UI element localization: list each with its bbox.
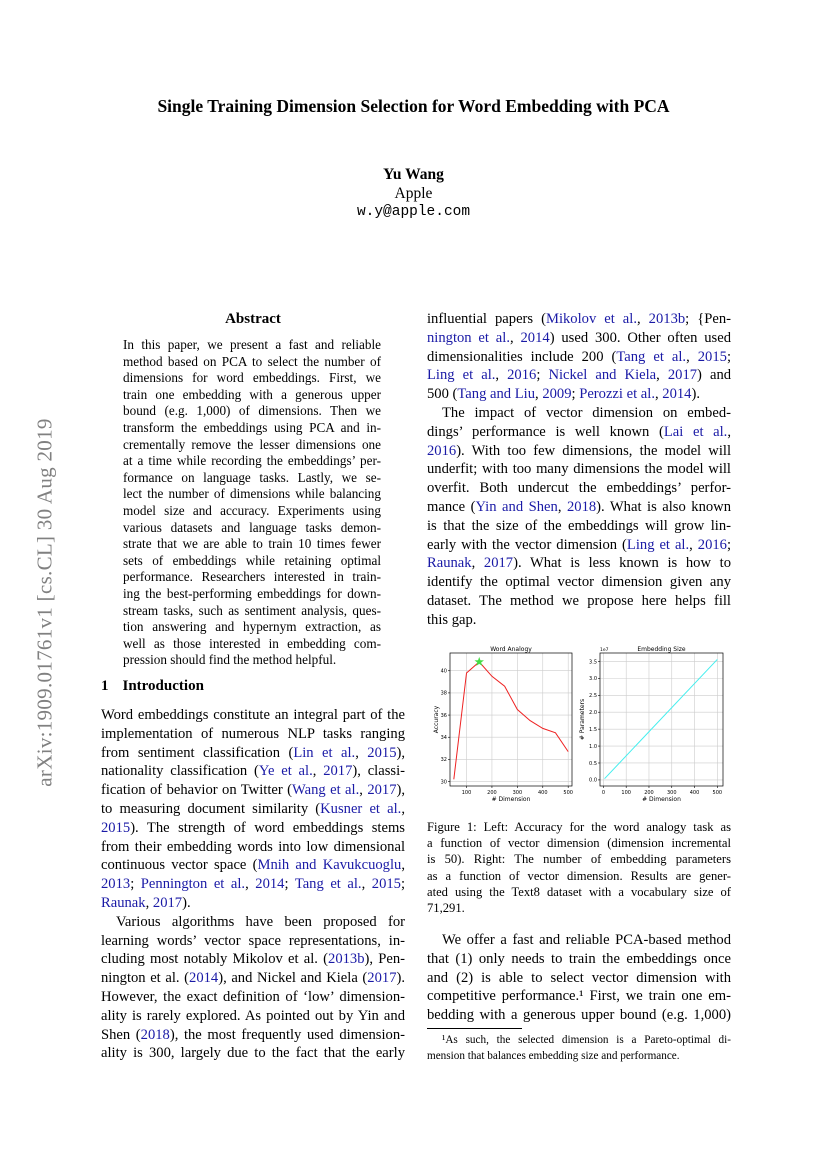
text-line: learning words’ vector space representations, in- [101,932,405,949]
text-line: transform the embeddings using PCA and in- [123,420,381,435]
tick-label-x: 300 [512,790,523,796]
citation-link[interactable]: 2018 [140,1026,170,1043]
author-name: Yu Wang [383,166,444,183]
text-line: is 50). Right: The number of embedding parameters [427,852,731,867]
author-email[interactable]: w.y@apple.com [356,204,471,220]
citation-link[interactable]: 2013b [648,311,686,327]
citation-link[interactable]: 2015 [697,348,727,365]
text-line: lect the number of dimensions while balancing [123,486,381,502]
text-line: from sentiment classification (Lin et al., 2015), [101,744,405,761]
section-number: 1 [101,678,109,694]
text-line: 71,291. [427,901,465,915]
citation-link[interactable]: 2017 [483,555,514,572]
text-line: crementally remove the lesser dimensions one [123,436,381,452]
citation-link[interactable]: 2014 [520,329,550,346]
tick-label-y: 1.0 [589,743,597,750]
x-axis-label: # Dimension [491,796,531,803]
tick-label-y: 30 [440,779,447,786]
text-line: 2016). With too few dimensions, the model will [427,442,731,459]
citation-link[interactable]: 2017 [667,367,698,384]
tick-label-y: 0.0 [589,777,597,784]
tick-label-y: 38 [440,690,447,697]
text-line: 2015). The strength of word embeddings stems [101,819,405,836]
chart-title: Word Analogy [490,646,532,653]
tick-label-x: 500 [563,790,573,796]
abstract-heading: Abstract [225,311,281,327]
citation-link[interactable]: Tang and Liu [457,386,536,403]
text-line: Word embeddings constitute an integral part of the [101,707,405,723]
text-line: various datasets and language tasks demon- [123,519,381,535]
tick-label-y: 2.0 [589,710,597,717]
tick-label-x: 400 [689,790,700,796]
text-line: at a time while recording the embeddings’ per- [123,453,381,469]
citation-link[interactable]: 2009 [542,386,572,403]
text-line: 500 (Tang and Liu, 2009; Perozzi et al., 2014). [427,386,700,403]
text-line: tion answering and hypernym extraction, as [123,619,381,635]
citation-link[interactable]: 2016 [697,536,727,553]
tick-label-y: 2.5 [589,693,597,700]
text-line: a function of vector dimension (dimension incremental [427,836,731,851]
series-line-parameters [605,659,718,778]
citation-link[interactable]: 2016 [427,442,457,459]
text-line: is that the size of the embeddings will grow lin- [427,517,731,534]
citation-link[interactable]: Yin and Shen [475,499,558,515]
tick-label-y: 3.0 [589,676,597,683]
text-line: method based on PCA to select the number of [123,353,381,369]
citation-link[interactable]: Perozzi et al. [579,386,655,403]
text-line: from their embedding words into low dimensional [101,838,405,855]
tick-label-y: 34 [440,735,447,742]
text-line: ing the best-performing embeddings for down- [123,586,381,601]
text-line: The impact of vector dimension on embed- [442,405,731,421]
citation-link[interactable]: 2018 [566,499,597,515]
text-line: mance (Yin and Shen, 2018). What is also known [427,499,731,515]
tick-label-x: 200 [644,790,654,796]
arxiv-identifier: arXiv:1909.01761v1 [cs.CL] 30 Aug 2019 [32,418,57,787]
axes-frame [450,653,572,786]
text-line: bound (e.g. 1,000) of dimensions. Then we [123,403,381,419]
text-line: ality is rarely explored. As pointed out by Yin and [101,1007,405,1024]
text-line: bedding with a generous upper bound (e.g. 1,000) [427,1007,731,1024]
citation-link[interactable]: 2015 [101,819,131,836]
tick-label-x: 500 [712,790,723,796]
citation-link[interactable]: 2016 [507,367,537,384]
citation-link[interactable]: 2015 [371,876,401,893]
footnote-rule [427,1028,522,1029]
text-line: Figure 1: Left: Accuracy for the word analogy task as [427,820,731,834]
tick-label-y: 3.5 [589,659,597,666]
citation-link[interactable]: Nickel and Kiela [548,367,657,384]
text-line: implementation of numerous NLP tasks ranging [101,725,405,742]
tick-label-x: 400 [537,790,548,796]
citation-link[interactable]: Lai et al. [663,423,728,440]
text-line: dataset. The method we propose here helps fill [427,593,731,609]
text-line: formance on language tasks. Lastly, we se- [123,469,381,485]
text-line: strate that we are able to train 10 times fewer [123,536,381,552]
series-line-accuracy [454,662,568,779]
citation-link[interactable]: 2017 [152,895,183,911]
text-line: dimensionalities include 200 (Tang et al., 2015; [427,348,731,365]
text-line: identify the optimal vector dimension given any [427,574,731,591]
citation-link[interactable]: Ling et al. [427,367,496,384]
text-line: Raunak, 2017). What is less known is how to [427,555,731,572]
tick-label-y: 0.5 [589,760,597,767]
chart-title: Embedding Size [637,646,686,653]
text-line: well as those interested in embedding com- [123,635,381,651]
text-line: fication of behavior on Twitter (Wang et al., 2017), [101,782,406,799]
text-line: We offer a fast and reliable PCA-based method [442,932,731,948]
citation-link[interactable]: 2013 [101,876,131,893]
citation-link[interactable]: Mnih and Kavukcuoglu [257,857,402,874]
citation-link[interactable]: Wang et al. [292,782,360,799]
text-line: Raunak, 2017). [101,895,191,911]
y-axis-label: # Parameters [579,698,586,741]
text-line: dings’ performance is well known (Lai et al., [427,423,731,440]
text-line: model size and accuracy. Experiments using [123,503,381,518]
tick-label-x: 0 [601,790,606,796]
citation-link[interactable]: Raunak [427,555,472,572]
text-line: continuous vector space (Mnih and Kavukcuoglu, [101,857,405,874]
citation-link[interactable]: Raunak [101,895,146,911]
citation-link[interactable]: Pennington et al. [140,876,246,893]
text-line: cluding most notably Mikolov et al. (2013b), Pen- [101,951,405,968]
citation-link[interactable]: Lin et al. [293,744,356,761]
y-axis-label: Accuracy [433,705,440,734]
text-line: as a function of vector dimension. Results are gener- [427,868,731,883]
citation-link[interactable]: Kusner et al. [320,801,402,817]
tick-label-y: 40 [440,668,447,675]
author-affiliation: Apple [394,185,433,202]
citation-link[interactable]: 2014 [255,876,285,893]
tick-label-x: 100 [461,790,472,796]
text-line: mension that balances embedding size and performance. [427,1049,680,1062]
tick-label-y: 1.5 [589,726,597,733]
text-line: ¹As such, the selected dimension is a Pareto-optimal di- [442,1034,731,1046]
tick-label-x: 200 [487,790,497,796]
citation-link[interactable]: Mikolov et al. [545,311,637,327]
text-line: competitive performance.¹ First, we train one em- [427,988,731,1005]
tick-label-y: 32 [440,757,447,764]
citation-link[interactable]: 2014 [189,970,219,987]
text-line: early with the vector dimension (Ling et al., 2016; [427,536,732,553]
text-line: dimensions for word embeddings. First, we [123,370,381,386]
text-line: In this paper, we present a fast and reliable [123,337,381,352]
citation-link[interactable]: 2013b [328,951,365,968]
text-line: to measuring document similarity (Kusner et al., [101,801,405,817]
text-line: stream tasks, such as sentiment analysis, ques- [123,602,381,618]
text-line: underfit; with too many dimensions the model will [427,461,731,478]
text-line: sets of embeddings while retaining optimal [123,552,381,568]
paper-title: Single Training Dimension Selection for Word Embedding with PCA [157,96,670,116]
text-line: ality is 300, largely due to the fact that the early [101,1045,405,1062]
citation-link[interactable]: 2015 [367,744,397,761]
text-line: Various algorithms have been proposed for [116,913,405,930]
text-line: and (2) is able to select vector dimension with [427,969,731,986]
tick-label-x: 100 [621,790,631,796]
tick-label-y: 36 [440,712,447,719]
text-line: pression should find the method helpful. [123,652,337,668]
text-line: overfit. Both undercut the embeddings’ perfor- [427,480,731,497]
citation-link[interactable]: Ye et al. [258,763,313,780]
citation-link[interactable]: 2017 [323,763,353,780]
section-title: Introduction [122,678,204,694]
axis-offset-label: 1e7 [600,648,609,653]
text-line: nationality classification (Ye et al., 2017), classi- [101,763,405,780]
citation-link[interactable]: 2014 [662,386,692,403]
citation-link[interactable]: Tang et al. [294,876,362,893]
text-line: that (1) only needs to train the embeddings once [427,950,731,967]
citation-link[interactable]: Ling et al. [626,536,690,553]
text-line: 2013; Pennington et al., 2014; Tang et al., 2015; [101,876,406,893]
text-line: ated using the Text8 dataset with a vocabulary size of [427,884,731,899]
text-line: Ling et al., 2016; Nickel and Kiela, 2017) and [427,367,732,384]
citation-link[interactable]: Tang et al. [616,348,687,365]
text-line: influential papers (Mikolov et al., 2013b; {Pen- [427,311,731,327]
x-axis-label: # Dimension [642,796,681,803]
text-line: Shen (2018), the most frequently used dimension- [101,1026,405,1043]
text-line: this gap. [427,611,477,628]
text-line: performance. Researchers interested in train- [123,569,381,585]
citation-link[interactable]: 2017 [367,782,397,799]
text-line: nington et al., 2014) used 300. Other often used [427,329,732,346]
citation-link[interactable]: 2017 [367,970,397,987]
citation-link[interactable]: nington et al. [427,329,510,346]
text-line: train one embedding with a generous upper [123,386,381,402]
text-line: nington et al. (2014), and Nickel and Kiela (2017). [101,970,405,987]
tick-label-x: 300 [666,790,677,796]
text-line: However, the exact definition of ‘low’ dimension- [101,989,405,1005]
